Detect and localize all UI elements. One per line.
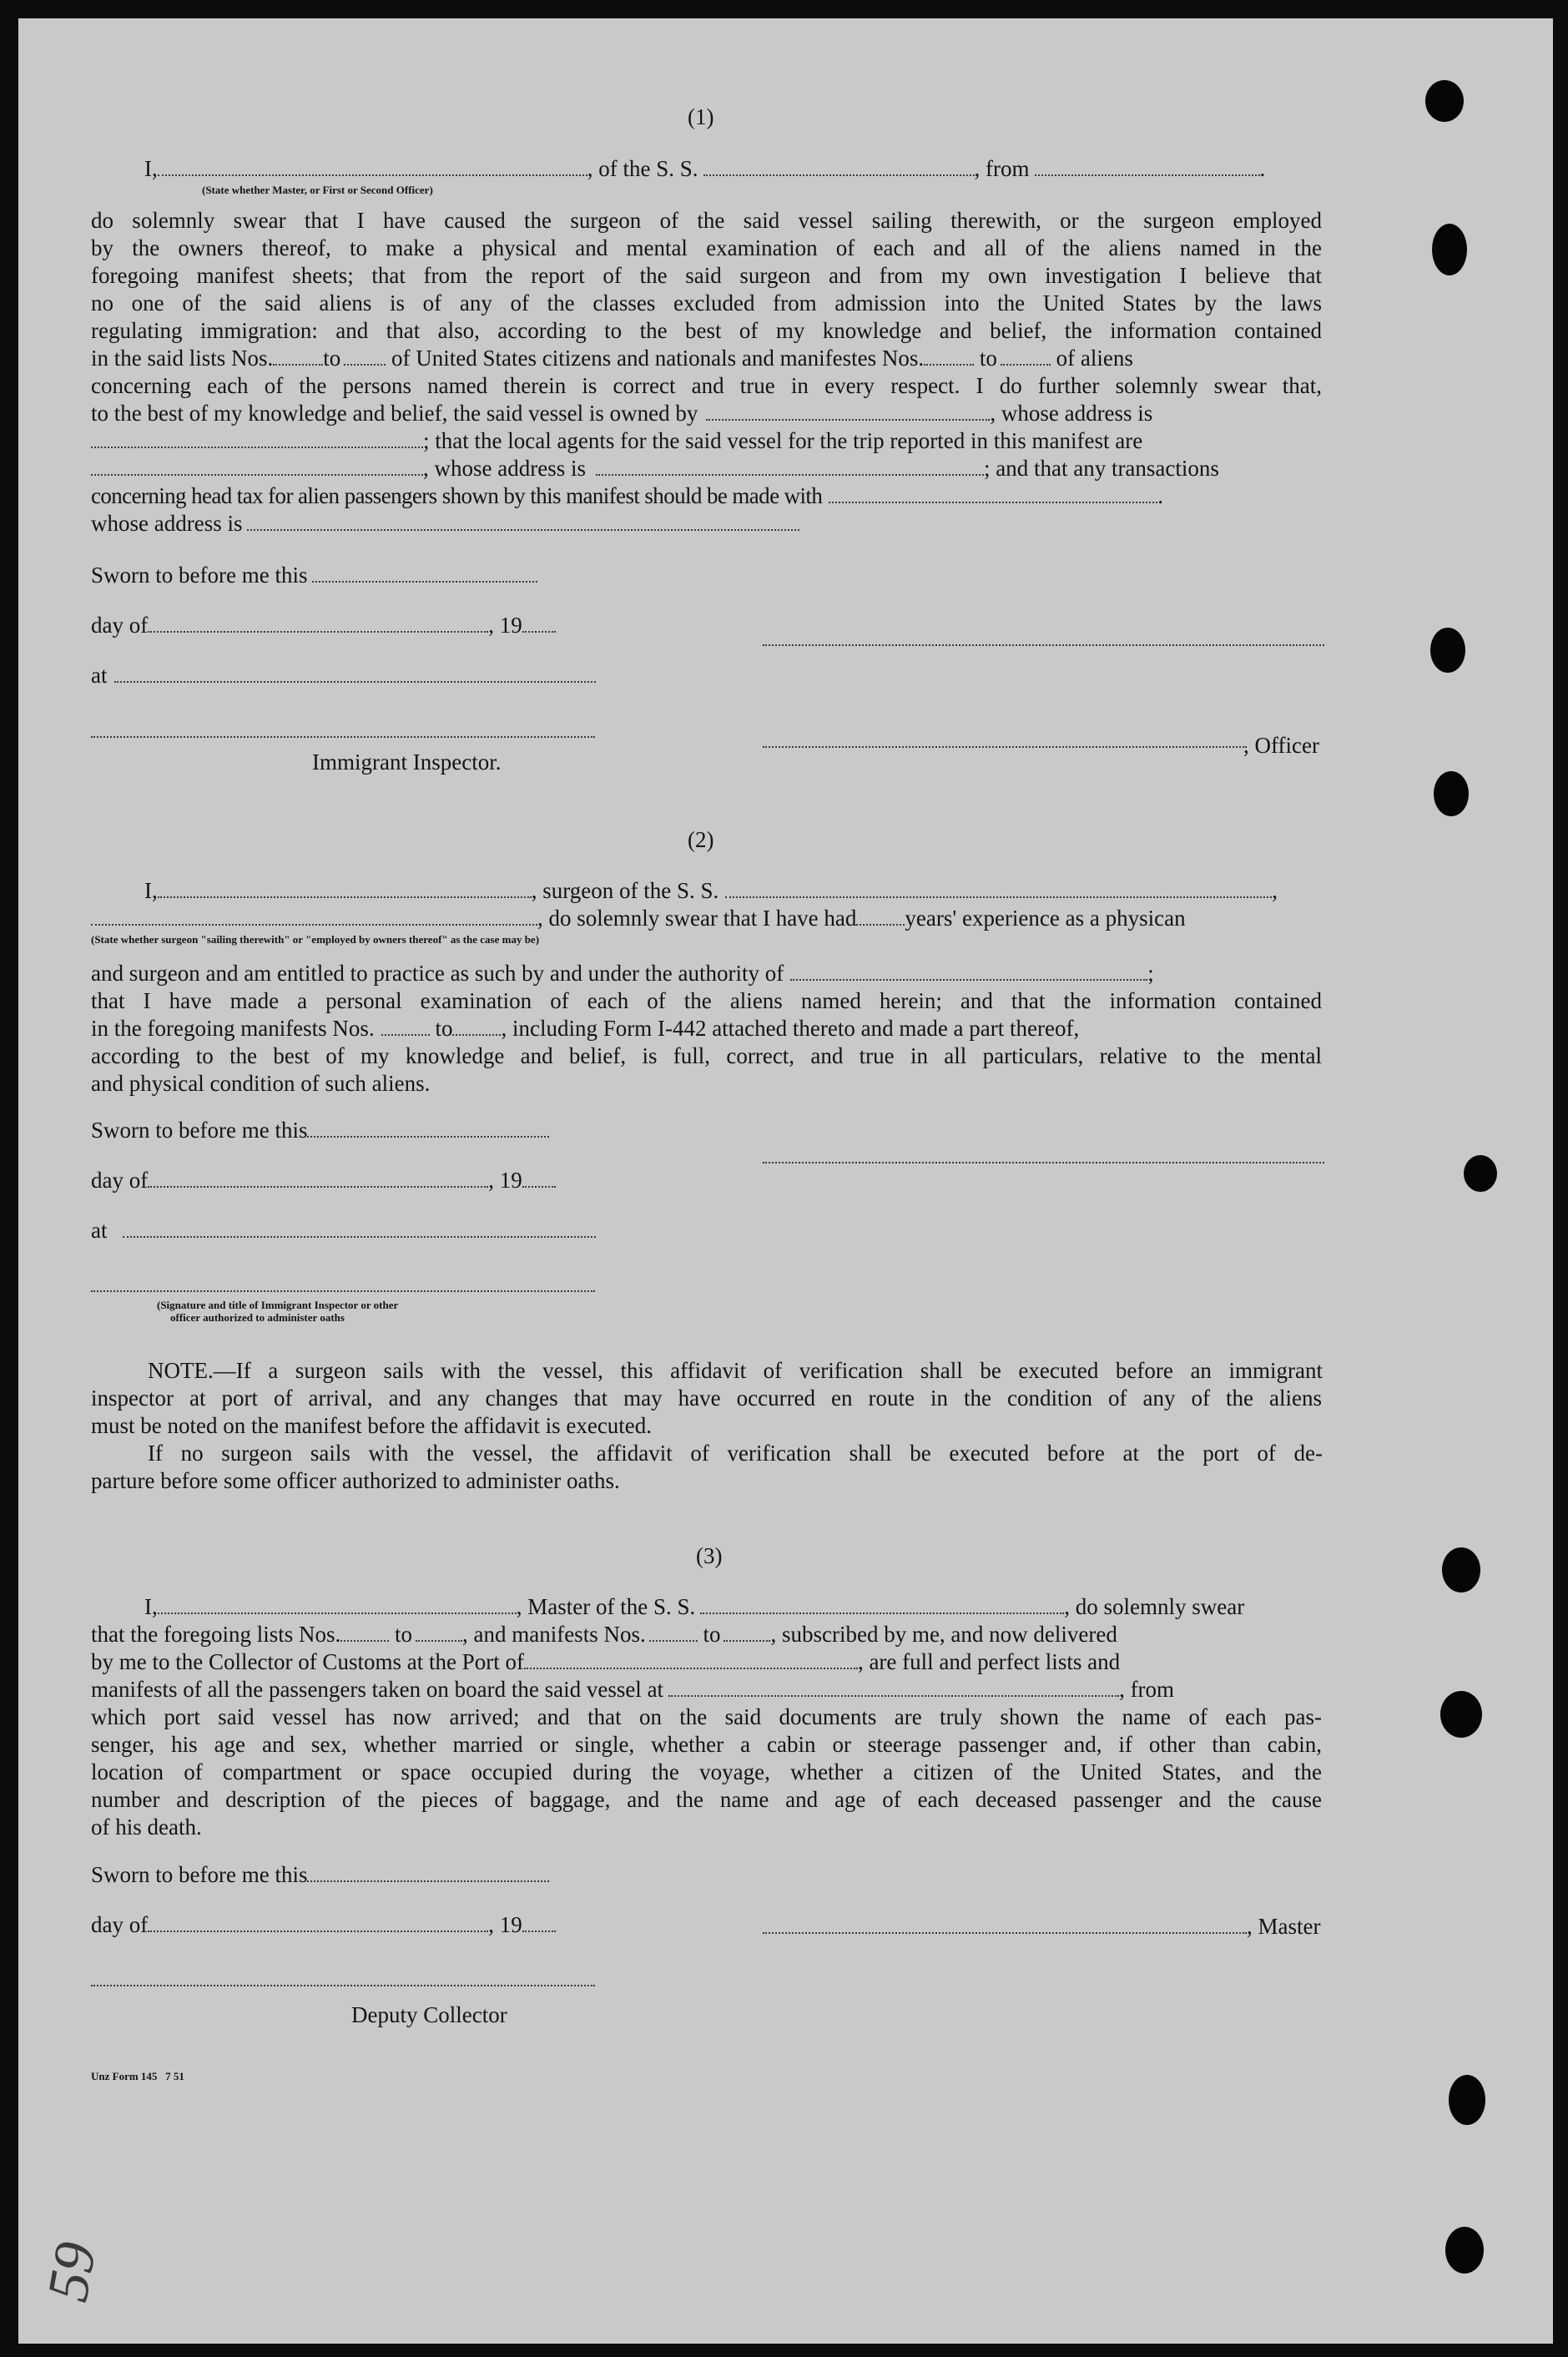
section-3-opening-line bbox=[144, 1593, 1244, 1620]
officer-title-line[interactable] bbox=[763, 746, 1247, 748]
at-place-field[interactable] bbox=[123, 1218, 596, 1238]
text: Sworn to before me this bbox=[91, 1118, 308, 1143]
surgeon-name-field[interactable] bbox=[158, 878, 532, 898]
from-port-field[interactable] bbox=[1035, 156, 1260, 176]
signature-caption bbox=[157, 1299, 398, 1324]
immigrant-inspector-label: Immigrant Inspector. bbox=[312, 749, 502, 775]
handwritten-mark: 59 bbox=[35, 2237, 109, 2307]
sworn-date-field[interactable] bbox=[307, 1862, 549, 1882]
text: Sworn to before me this bbox=[91, 1862, 308, 1887]
section-1-opening-line bbox=[144, 155, 1342, 182]
head-tax-address-field[interactable] bbox=[247, 511, 799, 531]
section-3-line: senger, his age and sex, whether married or single, whether a cabin or steerage passenger and, if other than cabin, bbox=[91, 1732, 1322, 1757]
text: at bbox=[91, 1218, 108, 1243]
master-signature-line bbox=[763, 1913, 1320, 1940]
officer-label: , Officer bbox=[1243, 733, 1319, 758]
lists-from-field-3[interactable] bbox=[340, 1622, 389, 1642]
officer-name-field[interactable] bbox=[158, 156, 587, 176]
year-field[interactable] bbox=[522, 1912, 556, 1932]
text: I, bbox=[144, 156, 158, 181]
text: ; and that any transactions bbox=[983, 456, 1219, 481]
section-1-number: (1) bbox=[688, 104, 714, 129]
master-name-field[interactable] bbox=[158, 1594, 517, 1614]
section-1-line: concerning each of the persons named therein is correct and true in every respect. I do further solemnly swear that, bbox=[91, 373, 1322, 398]
inspector-signature-line[interactable] bbox=[91, 1290, 595, 1292]
text: day of bbox=[91, 613, 149, 638]
section-2-experience-line bbox=[91, 905, 1186, 931]
year-field[interactable] bbox=[522, 1168, 556, 1188]
punch-hole bbox=[1425, 80, 1464, 122]
text: , do solemnly swear that I have had bbox=[537, 906, 857, 931]
text: in the foregoing manifests Nos. bbox=[91, 1016, 375, 1041]
section-1-agents-address-line bbox=[91, 455, 1219, 482]
manifests-to-field-3[interactable] bbox=[723, 1622, 770, 1642]
lists-from-field[interactable] bbox=[273, 346, 323, 366]
text: , surgeon of the S. S. bbox=[531, 878, 719, 903]
text: , 19 bbox=[488, 1912, 522, 1937]
text: ; bbox=[1147, 961, 1154, 986]
text: , whose address is bbox=[990, 401, 1153, 426]
section-3-line: which port said vessel has now arrived; and that on the said documents are truly shown the name of each pas- bbox=[91, 1704, 1322, 1729]
punch-hole bbox=[1442, 1547, 1480, 1592]
manifests-from-field-2[interactable] bbox=[381, 1016, 430, 1036]
punch-hole bbox=[1449, 2075, 1485, 2125]
authority-field[interactable] bbox=[790, 961, 1147, 981]
text: I, bbox=[144, 1594, 158, 1619]
form-page bbox=[18, 18, 1553, 2344]
text: manifests of all the passengers taken on board the said vessel at bbox=[91, 1677, 664, 1702]
text: to bbox=[323, 346, 341, 371]
section-1-line: by the owners thereof, to make a physical and mental examination of each and all of the aliens named in the bbox=[91, 235, 1322, 260]
at-place-field[interactable] bbox=[114, 663, 596, 683]
text: , and manifests Nos. bbox=[461, 1622, 646, 1647]
inspector-signature-line[interactable] bbox=[91, 736, 595, 738]
text: years' experience as a physican bbox=[905, 906, 1186, 931]
form-id: Unz Form 145 7 51 bbox=[91, 2070, 184, 2082]
punch-hole bbox=[1434, 771, 1469, 816]
text: , 19 bbox=[488, 1168, 522, 1193]
text: I, bbox=[144, 878, 158, 903]
at-line bbox=[91, 662, 596, 689]
text: whose address is bbox=[91, 511, 243, 536]
text: to bbox=[703, 1622, 721, 1647]
text: ; that the local agents for the said vessel for the trip reported in this manifest are bbox=[423, 428, 1143, 453]
section-3-line: of his death. bbox=[91, 1814, 202, 1840]
section-1-lists-line bbox=[91, 345, 1133, 371]
section-2-manifests-line bbox=[91, 1015, 1079, 1042]
manifests-from-field[interactable] bbox=[924, 346, 974, 366]
section-1-owner-line bbox=[91, 400, 1152, 426]
text: . bbox=[1157, 483, 1163, 508]
punch-hole bbox=[1464, 1155, 1497, 1192]
vessel-name-field[interactable] bbox=[703, 156, 975, 176]
section-1-whose-address-line bbox=[91, 510, 799, 537]
text: , bbox=[1272, 878, 1278, 903]
text: by me to the Collector of Customs at the Port of bbox=[91, 1649, 524, 1674]
sworn-line bbox=[91, 1117, 549, 1143]
day-of-line bbox=[91, 1911, 556, 1938]
note-line: parture before some officer authorized to administer oaths. bbox=[91, 1468, 620, 1493]
text: (Signature and title of Immigrant Inspector or other bbox=[157, 1299, 399, 1311]
boarding-port-field[interactable] bbox=[668, 1677, 1119, 1697]
manifests-to-field[interactable] bbox=[1001, 346, 1051, 366]
section-1-line: no one of the said aliens is of any of the classes excluded from admission into the United States by the laws bbox=[91, 290, 1322, 315]
manifests-to-field-2[interactable] bbox=[452, 1016, 501, 1036]
punch-hole bbox=[1445, 2227, 1484, 2274]
lists-to-field-3[interactable] bbox=[416, 1622, 462, 1642]
text: , subscribed by me, and now delivered bbox=[770, 1622, 1117, 1647]
text: , from bbox=[974, 156, 1030, 181]
section-1-caption: (State whether Master, or First or Second Officer) bbox=[202, 184, 433, 196]
section-3-boarding-line bbox=[91, 1676, 1174, 1703]
text: , whose address is bbox=[423, 456, 586, 481]
year-field[interactable] bbox=[522, 613, 556, 633]
text: officer authorized to administer oaths bbox=[170, 1311, 345, 1324]
manifests-from-field-3[interactable] bbox=[649, 1622, 698, 1642]
officer-signature-line[interactable] bbox=[763, 644, 1324, 646]
text: , from bbox=[1119, 1677, 1175, 1702]
text: and surgeon and am entitled to practice as such by and under the authority of bbox=[91, 961, 784, 986]
section-3-port-line bbox=[91, 1648, 1120, 1675]
agents-field[interactable] bbox=[91, 456, 423, 476]
punch-hole bbox=[1432, 224, 1467, 275]
vessel-name-field-2[interactable] bbox=[725, 878, 1272, 898]
owner-address-field[interactable] bbox=[91, 428, 423, 448]
section-2-number: (2) bbox=[688, 827, 714, 852]
text: day of bbox=[91, 1168, 149, 1193]
port-field[interactable] bbox=[524, 1649, 858, 1669]
at-line bbox=[91, 1217, 596, 1244]
note-line: must be noted on the manifest before the affidavit is executed. bbox=[91, 1413, 653, 1438]
text: day of bbox=[91, 1912, 149, 1937]
punch-hole bbox=[1430, 628, 1465, 673]
text: to bbox=[394, 1622, 412, 1647]
section-1-line: regulating immigration: and that also, according to the best of my knowledge and belief, the information contained bbox=[91, 318, 1322, 343]
text: of aliens bbox=[1056, 346, 1133, 371]
text: concerning head tax for alien passengers shown by this manifest should be made with bbox=[91, 483, 823, 508]
text: . bbox=[1259, 156, 1266, 181]
head-tax-field[interactable] bbox=[829, 483, 1157, 503]
text: Sworn to before me this bbox=[91, 563, 308, 588]
text: to bbox=[979, 346, 997, 371]
section-2-opening-line bbox=[144, 877, 1278, 904]
surgeon-status-field[interactable] bbox=[91, 906, 537, 926]
section-2-authority-line bbox=[91, 960, 1154, 987]
day-of-line bbox=[91, 1167, 556, 1194]
text: , Master bbox=[1247, 1914, 1321, 1939]
text: , are full and perfect lists and bbox=[857, 1649, 1121, 1674]
section-2-caption: (State whether surgeon "sailing therewith" or "employed by owners thereof" as the case may be) bbox=[91, 933, 540, 946]
text: to bbox=[435, 1016, 453, 1041]
section-2-line: and physical condition of such aliens. bbox=[91, 1071, 431, 1096]
note-line: If no surgeon sails with the vessel, the affidavit of verification shall be executed before at the port of de- bbox=[148, 1441, 1323, 1466]
text: in the said lists Nos. bbox=[91, 346, 274, 371]
text: at bbox=[91, 663, 108, 688]
text: that the foregoing lists Nos. bbox=[91, 1622, 341, 1647]
text: , do solemnly swear bbox=[1064, 1594, 1245, 1619]
punch-hole bbox=[1440, 1691, 1482, 1738]
section-3-lists-line bbox=[91, 1621, 1117, 1648]
section-3-number: (3) bbox=[696, 1543, 723, 1568]
section-2-line: according to the best of my knowledge and belief, is full, correct, and true in all particulars, relative to the mental bbox=[91, 1043, 1322, 1068]
text: , including Form I-442 attached thereto and made a part thereof, bbox=[501, 1016, 1080, 1041]
vessel-name-field-3[interactable] bbox=[700, 1594, 1064, 1614]
sworn-date-field[interactable] bbox=[312, 563, 537, 583]
owner-field[interactable] bbox=[706, 401, 990, 421]
section-1-agents-line bbox=[91, 427, 1142, 454]
section-3-line: number and description of the pieces of baggage, and the name and age of each deceased passenger and the cause bbox=[91, 1787, 1322, 1812]
day-of-line bbox=[91, 612, 556, 638]
deputy-signature-line[interactable] bbox=[91, 1985, 595, 1986]
surgeon-signature-line[interactable] bbox=[763, 1162, 1324, 1163]
section-2-line: that I have made a personal examination of each of the aliens named herein; and that the information contained bbox=[91, 988, 1322, 1013]
text: , Master of the S. S. bbox=[516, 1594, 696, 1619]
section-1-head-tax-line bbox=[91, 482, 1162, 509]
years-field[interactable] bbox=[856, 906, 905, 926]
note-line: NOTE.—If a surgeon sails with the vessel, this affidavit of verification shall be executed before an immigrant bbox=[148, 1358, 1323, 1383]
sworn-line bbox=[91, 1861, 549, 1888]
sworn-line bbox=[91, 562, 537, 588]
lists-to-field[interactable] bbox=[344, 346, 386, 366]
text: , 19 bbox=[488, 613, 522, 638]
note-line: inspector at port of arrival, and any changes that may have occurred en route in the condition of any of the aliens bbox=[91, 1385, 1322, 1411]
section-1-line: foregoing manifest sheets; that from the report of the said surgeon and from my own investigation I believe that bbox=[91, 263, 1322, 288]
text: to the best of my knowledge and belief, the said vessel is owned by bbox=[91, 401, 698, 426]
agents-address-field[interactable] bbox=[596, 456, 984, 476]
text: of United States citizens and nationals and manifestes Nos. bbox=[391, 346, 925, 371]
section-3-line: location of compartment or space occupied during the voyage, whether a citizen of the United States, and the bbox=[91, 1759, 1322, 1784]
day-month-field[interactable] bbox=[148, 1168, 488, 1188]
day-month-field[interactable] bbox=[148, 1912, 488, 1932]
deputy-collector-label: Deputy Collector bbox=[351, 2002, 507, 2027]
master-signature-field[interactable] bbox=[763, 1914, 1247, 1934]
text: , of the S. S. bbox=[587, 156, 698, 181]
day-month-field[interactable] bbox=[148, 613, 488, 633]
section-1-line: do solemnly swear that I have caused the surgeon of the said vessel sailing therewith, or the surgeon employed bbox=[91, 208, 1322, 233]
sworn-date-field[interactable] bbox=[307, 1118, 549, 1138]
